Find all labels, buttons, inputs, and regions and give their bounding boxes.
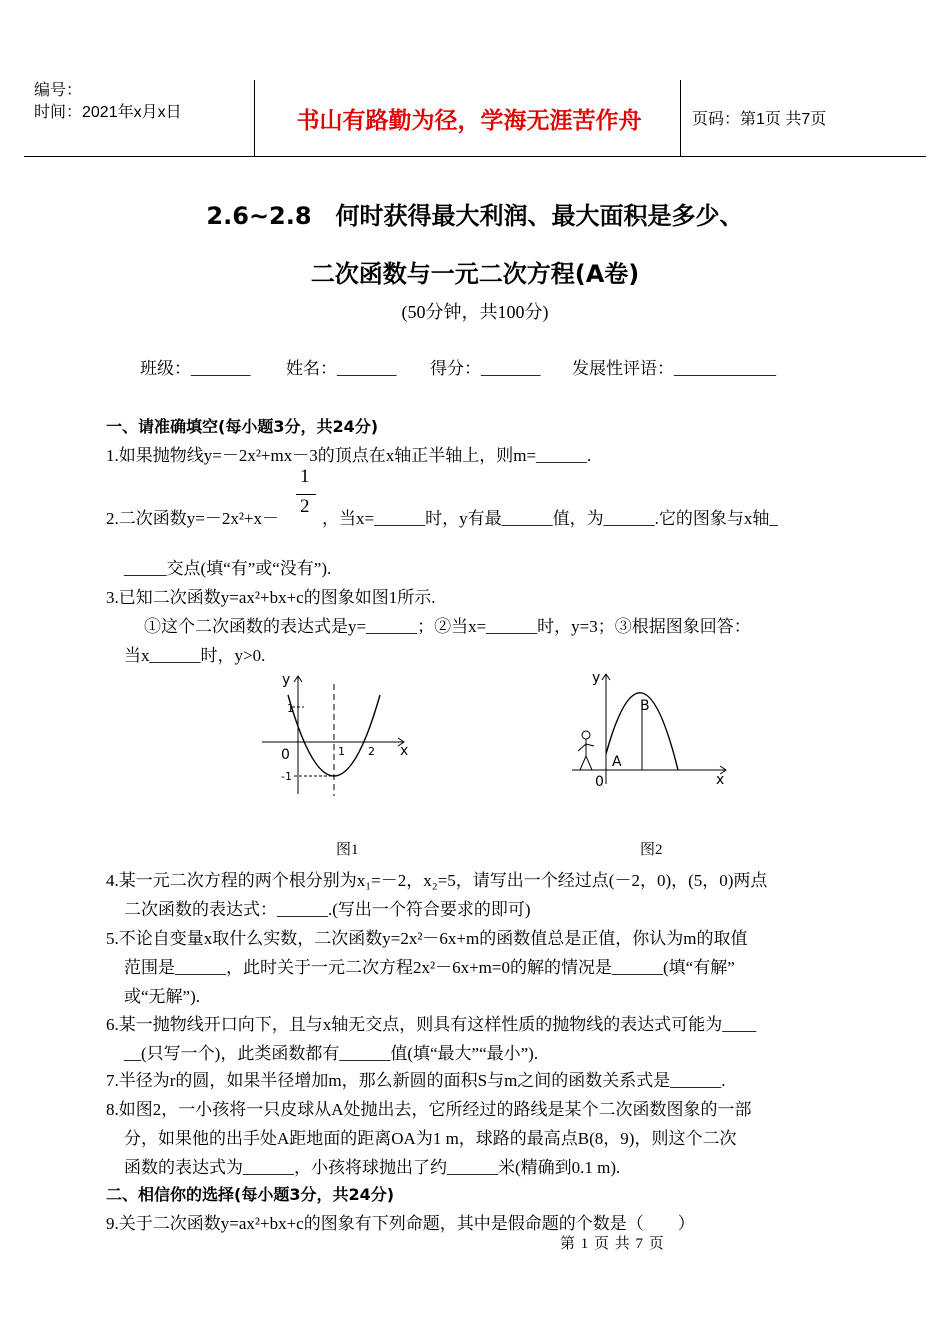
- x-label: x: [400, 743, 409, 759]
- question-2-part-a: 2.二次函数y=－2x²+x－: [106, 509, 280, 528]
- point-a-label: A: [612, 754, 622, 770]
- page-footer: 第 1 页 共 7 页: [560, 1236, 665, 1252]
- tick-y1: 1: [287, 702, 294, 715]
- question-9: 9.关于二次函数y=ax²+bx+c的图象有下列命题，其中是假命题的个数是（ ）: [106, 1214, 695, 1233]
- tick-neg1: -1: [281, 770, 292, 783]
- question-3-part-b: ①这个二次函数的表达式是y=______；②当x=______时，y=3；③根据图象回答：: [144, 617, 751, 636]
- question-5-part-c: 或“无解”).: [124, 987, 201, 1006]
- page-title-line2: 二次函数与一元二次方程(A卷): [310, 260, 640, 288]
- subtitle: (50分钟，共100分): [401, 302, 549, 322]
- section1-heading: 一、请准确填空(每小题3分，共24分): [106, 417, 379, 436]
- y-label: y: [592, 670, 601, 686]
- header-divider: [254, 80, 255, 156]
- header-divider: [680, 80, 681, 156]
- question-8-part-a: 8.如图2，一小孩将一只皮球从A处抛出去，它所经过的路线是某个二次函数图象的一部: [106, 1100, 752, 1119]
- page-header: [24, 80, 926, 157]
- time-label: 时间：2021年x月x日: [34, 104, 182, 121]
- figure-1-graph: [254, 662, 424, 800]
- question-1: 1.如果抛物线y=－2x²+mx－3的顶点在x轴正半轴上，则m=______.: [106, 446, 592, 465]
- page-info: 页码：第1页 共7页: [692, 111, 827, 128]
- fraction-bar: [296, 494, 316, 495]
- question-2-part-b: ，当x=______时，y有最______值，为______.它的图象与x轴_: [322, 509, 778, 528]
- comment-field: 发展性评语：____________: [572, 359, 776, 378]
- x-label: x: [716, 772, 725, 788]
- question-8-part-b: 分，如果他的出手处A距地面的距离OA为1 m，球路的最高点B(8，9)，则这个二次: [124, 1129, 737, 1148]
- y-label: y: [282, 672, 291, 688]
- child-figure: [578, 731, 594, 770]
- point-b-label: B: [640, 698, 650, 714]
- fraction-denominator: 2: [300, 496, 310, 517]
- header-meta: [34, 80, 182, 124]
- question-2-part-c: _____交点(填“有”或“没有”).: [124, 559, 332, 578]
- question-7: 7.半径为r的圆，如果半径增加m，那么新圆的面积S与m之间的函数关系式是______.: [106, 1071, 726, 1090]
- question-5-part-a: 5.不论自变量x取什么实数，二次函数y=2x²－6x+m的函数值总是正值，你认为m的取值: [106, 929, 748, 948]
- origin-label: 0: [595, 774, 604, 790]
- question-6-part-b: __(只写一个)，此类函数都有______值(填“最大”“最小”).: [124, 1044, 539, 1063]
- question-4-part-a: 4.某一元二次方程的两个根分别为x₁=－2，x₂=5，请写出一个经过点(－2，0)，(5，0)两点: [106, 871, 768, 890]
- question-3-part-a: 3.已知二次函数y=ax²+bx+c的图象如图1所示.: [106, 588, 436, 607]
- figure-1-caption: 图1: [336, 842, 359, 858]
- question-3-part-c: 当x______时，y>0.: [124, 646, 266, 665]
- motto: 书山有路勤为径，学海无涯苦作舟: [296, 108, 642, 134]
- fraction-numerator: 1: [300, 466, 310, 487]
- question-6-part-a: 6.某一抛物线开口向下，且与x轴无交点，则具有这样性质的抛物线的表达式可能为____: [106, 1015, 757, 1034]
- question-8-part-c: 函数的表达式为______，小孩将球抛出了约______米(精确到0.1 m).: [124, 1158, 621, 1177]
- score-field: 得分：_______: [430, 359, 541, 378]
- figure-2-graph: [562, 660, 742, 792]
- section2-heading: 二、相信你的选择(每小题3分，共24分): [106, 1185, 395, 1204]
- question-5-part-b: 范围是______，此时关于一元二次方程2x²－6x+m=0的解的情况是______(填“有解”: [124, 958, 735, 977]
- tick-x2: 2: [368, 745, 375, 758]
- origin-label: 0: [281, 747, 290, 763]
- page-title: 2.6~2.8 何时获得最大利润、最大面积是多少、: [206, 202, 744, 230]
- number-label: 编号：: [34, 82, 83, 99]
- figure-2-caption: 图2: [640, 842, 663, 858]
- name-field: 姓名：_______: [286, 359, 397, 378]
- question-4-part-b: 二次函数的表达式：______.(写出一个符合要求的即可): [124, 900, 531, 919]
- tick-x1: 1: [338, 745, 345, 758]
- class-field: 班级：_______: [140, 359, 251, 378]
